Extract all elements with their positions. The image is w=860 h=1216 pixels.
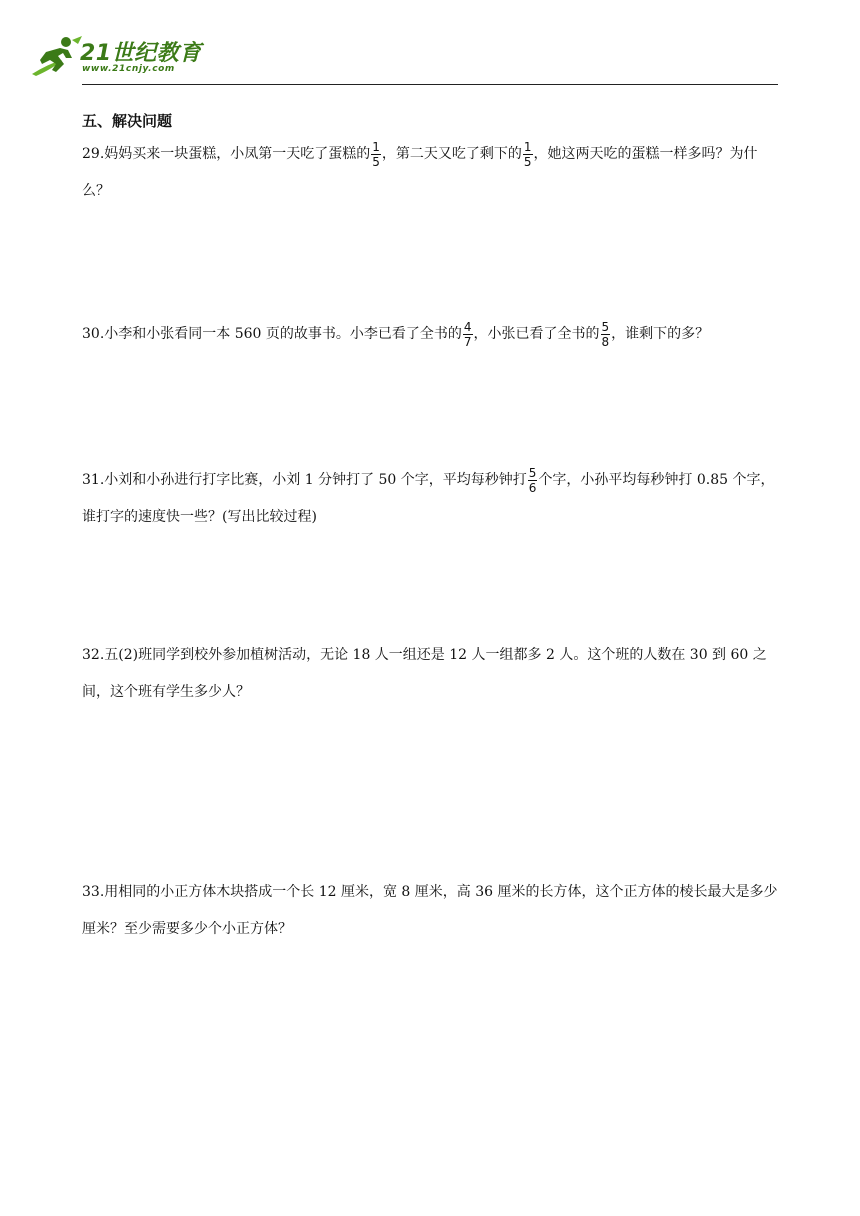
question-number: 30. (82, 326, 105, 342)
fraction-numerator: 1 (523, 139, 532, 154)
question-29 (82, 136, 782, 210)
question-text: 个字，小孙平均每秒钟打 0.85 个字，谁打字的速度快一些？(写出比较过程) (82, 472, 775, 525)
question-text: 妈妈买来一块蛋糕，小凤第一天吃了蛋糕的 (104, 146, 371, 162)
logo-wordmark: 21世纪教育 (80, 41, 202, 66)
question-text: 五(2)班同学到校外参加植树活动，无论 18 人一组还是 12 人一组都多 2 人。这个班的人数在 30 到 60 之间，这个班有学生多少人？ (82, 647, 767, 700)
fraction-numerator: 4 (463, 319, 472, 334)
fraction (463, 321, 473, 348)
fraction (601, 321, 611, 348)
fraction-denominator: 6 (528, 480, 537, 495)
fraction-denominator: 5 (372, 154, 380, 169)
brand-logo (28, 34, 228, 80)
section-title: 五、解决问题 (82, 112, 173, 130)
fraction (371, 141, 381, 168)
question-number: 31. (82, 472, 105, 488)
question-text: ，谁剩下的多？ (611, 326, 710, 342)
fraction (528, 467, 538, 494)
logo-url: www.21cnjy.com (82, 64, 175, 74)
question-33 (82, 874, 782, 948)
question-31 (82, 462, 782, 536)
fraction-numerator: 5 (528, 465, 537, 480)
question-text: 小李和小张看同一本 560 页的故事书。小李已看了全书的 (104, 326, 462, 342)
question-text: ，第二天又吃了剩下的 (381, 146, 522, 162)
question-text: ，她这两天吃的蛋糕一样多吗？为什么？ (82, 146, 758, 199)
question-number: 32. (82, 647, 105, 663)
runner-logo-icon (28, 34, 84, 78)
question-number: 29. (82, 146, 105, 162)
question-text: 小刘和小孙进行打字比赛，小刘 1 分钟打了 50 个字，平均每秒钟打 (104, 472, 527, 488)
question-30 (82, 316, 782, 353)
header-divider (82, 84, 778, 85)
fraction-denominator: 8 (601, 334, 610, 349)
question-text: 用相同的小正方体木块搭成一个长 12 厘米，宽 8 厘米，高 36 厘米的长方体，这个正方体的棱长最大是多少厘米？至少需要多少个小正方体？ (82, 884, 778, 937)
fraction-numerator: 1 (372, 139, 380, 154)
fraction-denominator: 5 (523, 154, 532, 169)
page-header (28, 28, 788, 88)
question-32 (82, 637, 782, 711)
fraction-numerator: 5 (601, 319, 610, 334)
fraction-denominator: 7 (463, 334, 472, 349)
fraction (523, 141, 533, 168)
question-text: ，小张已看了全书的 (473, 326, 600, 342)
question-number: 33. (82, 884, 105, 900)
